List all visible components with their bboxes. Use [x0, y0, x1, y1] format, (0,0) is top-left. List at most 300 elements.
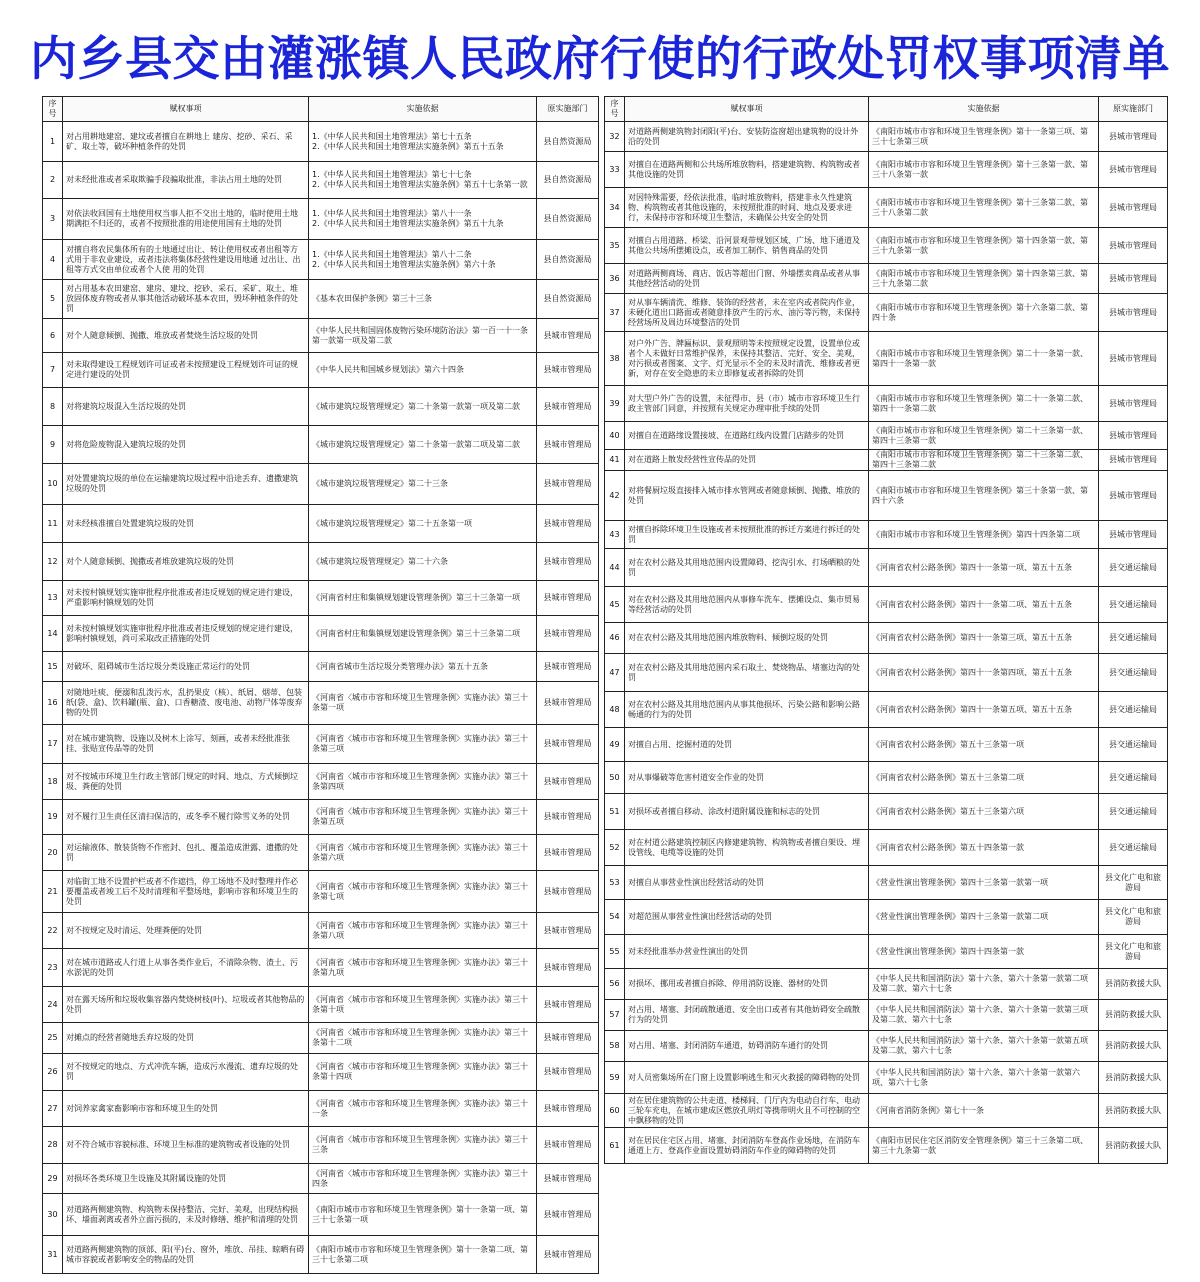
cell-dept: 县城市管理局 — [537, 1023, 599, 1054]
cell-no: 61 — [605, 1128, 625, 1164]
penalty-table-left — [42, 96, 599, 1274]
cell-item: 对损坏、挪用或者擅自拆除、停用消防设施、器材的处罚 — [625, 969, 869, 1000]
cell-no: 1 — [43, 122, 63, 162]
cell-item: 对未取得建设工程规划许可证或者未按照建设工程规划许可证的规定进行建设的处罚 — [63, 353, 309, 388]
cell-dept: 县城市管理局 — [537, 505, 599, 543]
cell-dept: 县城市管理局 — [1099, 332, 1168, 386]
cell-no: 53 — [605, 866, 625, 900]
cell-basis: 《河南省农村公路条例》第四十一条第二项、第五十五条 — [869, 587, 1099, 623]
table-row — [43, 987, 599, 1023]
cell-item: 对个人随意倾倒、抛撒或者堆放建筑垃圾的处罚 — [63, 543, 309, 581]
cell-item: 对将餐厨垃圾直接排入城市排水管网或者随意倾倒、抛撒、堆放的处罚 — [625, 471, 869, 521]
cell-basis: 《南阳市城市市容和环境卫生管理条例》第二十一条第一款、第四十一条第一款 — [869, 332, 1099, 386]
cell-dept: 县自然资源局 — [537, 280, 599, 319]
cell-item: 对不符合城市容貌标准、环境卫生标准的建筑物或者设施的处罚 — [63, 1127, 309, 1164]
cell-no: 11 — [43, 505, 63, 543]
cell-dept: 县城市管理局 — [537, 464, 599, 505]
cell-basis: 《城市建筑垃圾管理规定》第二十条第一款第二项及第二款 — [309, 426, 537, 464]
table-row — [605, 623, 1168, 654]
cell-no: 12 — [43, 543, 63, 581]
table-row — [605, 794, 1168, 830]
cell-item: 对随地吐痰、便溺和乱泼污水，乱扔果皮（核）、纸屑、烟蒂、包装纸(袋、盒)、饮料罐(瓶、盒)、口香糖渣、废电池、动物尸体等废弃物的处罚 — [63, 682, 309, 725]
table-row — [43, 464, 599, 505]
cell-no: 29 — [43, 1164, 63, 1194]
cell-no: 24 — [43, 987, 63, 1023]
cell-dept: 县文化广电和旅游局 — [1099, 866, 1168, 900]
cell-no: 16 — [43, 682, 63, 725]
cell-basis: 《河南省〈城市市容和环境卫生管理条例〉实施办法》第三十条第四项 — [309, 764, 537, 800]
cell-basis: 《河南省农村公路条例》第五十四条第一款 — [869, 830, 1099, 866]
cell-no: 56 — [605, 969, 625, 1000]
cell-basis: 《河南省〈城市市容和环境卫生管理条例〉实施办法》第三十一条 — [309, 1091, 537, 1127]
cell-basis: 《南阳市城市市容和环境卫生管理条例》第十六条第二款、第四十条 — [869, 294, 1099, 332]
header-basis: 实施依据 — [309, 97, 537, 122]
cell-no: 27 — [43, 1091, 63, 1127]
cell-dept: 县城市管理局 — [537, 682, 599, 725]
cell-basis: 《城市建筑垃圾管理规定》第二十五条第一项 — [309, 505, 537, 543]
cell-item: 对在农村公路及其用地范围内堆放物料、倾倒垃圾的处罚 — [625, 623, 869, 654]
cell-item: 对不按规定的地点、方式冲洗车辆，造成污水漫流、遗弃垃圾的处罚 — [63, 1054, 309, 1091]
cell-dept: 县城市管理局 — [537, 581, 599, 616]
cell-basis: 《河南省村庄和集镇规划建设管理条例》第三十三条第二项 — [309, 616, 537, 652]
table-row — [43, 162, 599, 199]
table-row — [43, 353, 599, 388]
table-row — [605, 654, 1168, 692]
cell-item: 对未经批准举办营业性演出的处罚 — [625, 935, 869, 969]
cell-item: 对未经批准或者采取欺骗手段骗取批准，非法占用土地的处罚 — [63, 162, 309, 199]
cell-no: 23 — [43, 949, 63, 987]
table-row — [43, 1054, 599, 1091]
table-row — [605, 1062, 1168, 1094]
cell-no: 22 — [43, 913, 63, 949]
cell-basis: 《南阳市城市市容和环境卫生管理条例》第十一条第二项、第三十七条第二项 — [309, 1236, 537, 1274]
penalty-table-right — [604, 96, 1168, 1164]
table-row — [605, 728, 1168, 762]
cell-basis: 《河南省〈城市市容和环境卫生管理条例〉实施办法》第三十条第五项 — [309, 800, 537, 835]
cell-basis: 《河南省〈城市市容和环境卫生管理条例〉实施办法》第三十条第八项 — [309, 913, 537, 949]
cell-no: 15 — [43, 652, 63, 682]
cell-basis: 1.《中华人民共和国土地管理法》第七十五条 2.《中华人民共和国土地管理法实施条例》第五十五条 — [309, 122, 537, 162]
cell-no: 33 — [605, 152, 625, 188]
cell-item: 对未按村镇规划实施审批程序批准或者违反规划的规定进行建设，影响村镇规划，尚可采取改正措施的处罚 — [63, 616, 309, 652]
cell-dept: 县城市管理局 — [537, 652, 599, 682]
table-row — [605, 228, 1168, 264]
header-dept: 原实施部门 — [537, 97, 599, 122]
table-row — [43, 280, 599, 319]
table-row — [43, 1127, 599, 1164]
cell-dept: 县城市管理局 — [1099, 422, 1168, 450]
table-row — [43, 319, 599, 353]
table-row — [43, 1091, 599, 1127]
cell-basis: 《南阳市居民住宅区消防安全管理条例》第三十三条第二项、第三十九条第一款 — [869, 1128, 1099, 1164]
cell-basis: 1.《中华人民共和国土地管理法》第八十二条 2.《中华人民共和国土地管理法实施条例》第六十条 — [309, 240, 537, 280]
table-row — [43, 199, 599, 240]
cell-item: 对擅自在道路缘设置接坡、在道路红线内设置门店踏步的处罚 — [625, 422, 869, 450]
cell-item: 对从事爆破等危害村道安全作业的处罚 — [625, 762, 869, 794]
cell-basis: 《南阳市城市市容和环境卫生管理条例》第十四条第三款、第三十九条第二款 — [869, 264, 1099, 294]
cell-basis: 《中华人民共和国消防法》第十六条、第六十条第一款第六项、第六十七条 — [869, 1062, 1099, 1094]
cell-item: 对处置建筑垃圾的单位在运输建筑垃圾过程中沿途丢弃、遗撒建筑垃圾的处罚 — [63, 464, 309, 505]
cell-dept: 县交通运输局 — [1099, 587, 1168, 623]
table-row — [43, 652, 599, 682]
cell-basis: 《中华人民共和国城乡规划法》第六十四条 — [309, 353, 537, 388]
cell-basis: 《河南省城市生活垃圾分类管理办法》第五十五条 — [309, 652, 537, 682]
cell-no: 6 — [43, 319, 63, 353]
cell-no: 52 — [605, 830, 625, 866]
cell-no: 60 — [605, 1094, 625, 1128]
cell-no: 59 — [605, 1062, 625, 1094]
cell-dept: 县城市管理局 — [537, 1236, 599, 1274]
table-header-row — [43, 97, 599, 122]
cell-basis: 《河南省〈城市市容和环境卫生管理条例〉实施办法》第三十四条 — [309, 1164, 537, 1194]
cell-basis: 《河南省〈城市市容和环境卫生管理条例〉实施办法》第三十条第十四项 — [309, 1054, 537, 1091]
cell-basis: 《河南省农村公路条例》第四十一条第三项、第五十五条 — [869, 623, 1099, 654]
cell-dept: 县交通运输局 — [1099, 728, 1168, 762]
cell-basis: 《河南省〈城市市容和环境卫生管理条例〉实施办法》第三十三条 — [309, 1127, 537, 1164]
cell-item: 对在城市建筑物、设施以及树木上涂写、刻画，或者未经批准张挂、张贴宣传品等的处罚 — [63, 725, 309, 764]
cell-no: 37 — [605, 294, 625, 332]
cell-no: 48 — [605, 692, 625, 728]
cell-no: 39 — [605, 386, 625, 422]
cell-basis: 《南阳市城市市容和环境卫生管理条例》第二十三条第二款、第四十三条第二款 — [869, 450, 1099, 471]
cell-no: 25 — [43, 1023, 63, 1054]
cell-item: 对饲养家禽家畜影响市容和环境卫生的处罚 — [63, 1091, 309, 1127]
cell-item: 对不履行卫生责任区清扫保洁的，或冬季不履行除雪义务的处罚 — [63, 800, 309, 835]
cell-item: 对占用基本农田建窑、建房、建坟、挖砂、采石、采矿、取土、堆放固体废弃物或者从事其他活动破坏基本农田，毁坏种植条件的处罚 — [63, 280, 309, 319]
cell-no: 31 — [43, 1236, 63, 1274]
cell-item: 对临街工地不设置护栏或者不作遮挡，停工场地不及时整理并作必要覆盖或者竣工后不及时清理和平整场地，影响市容和环境卫生的处罚 — [63, 871, 309, 913]
table-row — [43, 543, 599, 581]
cell-dept: 县城市管理局 — [1099, 471, 1168, 521]
table-row — [43, 505, 599, 543]
cell-item: 对损坏各类环境卫生设施及其附属设施的处罚 — [63, 1164, 309, 1194]
cell-basis: 《河南省〈城市市容和环境卫生管理条例〉实施办法》第三十条第十二项 — [309, 1023, 537, 1054]
header-no: 序号 — [605, 97, 625, 122]
cell-item: 对损坏或者擅自移动、涂改村道附属设施和标志的处罚 — [625, 794, 869, 830]
cell-item: 对因特殊需要，经依法批准，临时堆放物料，搭建非永久性建筑物、构筑物或者其他设施的，未按照批准的时间、地点及要求进行，未保持市容和环境卫生整洁，未确保公共安全的处罚 — [625, 188, 869, 228]
cell-item: 对超范围从事营业性演出经营活动的处罚 — [625, 900, 869, 935]
cell-no: 58 — [605, 1031, 625, 1062]
cell-dept: 县城市管理局 — [1099, 294, 1168, 332]
cell-no: 28 — [43, 1127, 63, 1164]
cell-dept: 县城市管理局 — [537, 388, 599, 426]
cell-dept: 县城市管理局 — [537, 1164, 599, 1194]
cell-no: 36 — [605, 264, 625, 294]
cell-no: 43 — [605, 521, 625, 549]
table-row — [605, 152, 1168, 188]
cell-no: 57 — [605, 1000, 625, 1031]
cell-dept: 县城市管理局 — [537, 353, 599, 388]
cell-basis: 《中华人民共和国消防法》第十六条、第六十条第一款第五项及第二款、第六十七条 — [869, 1031, 1099, 1062]
cell-dept: 县自然资源局 — [537, 162, 599, 199]
cell-item: 对道路两侧建筑物、构筑物未保持整洁、完好、美观，出现结构损坏、墙面剥离或者外立面污损的，未及时修缮、维护和清理的处罚 — [63, 1194, 309, 1236]
cell-no: 13 — [43, 581, 63, 616]
cell-no: 49 — [605, 728, 625, 762]
table-row — [43, 426, 599, 464]
cell-dept: 县城市管理局 — [537, 1194, 599, 1236]
cell-basis: 《河南省农村公路条例》第五十三条第六项 — [869, 794, 1099, 830]
header-item: 赋权事项 — [625, 97, 869, 122]
cell-basis: 《城市建筑垃圾管理规定》第二十条第一款第一项及第二款 — [309, 388, 537, 426]
table-row — [43, 616, 599, 652]
cell-basis: 《南阳市城市市容和环境卫生管理条例》第四十四条第二项 — [869, 521, 1099, 549]
cell-basis: 《河南省农村公路条例》第四十一条第一项、第五十五条 — [869, 549, 1099, 587]
cell-item: 对依法收回国有土地使用权当事人拒不交出土地的，临时使用土地期满拒不归还的，或者不按照批准的用途使用国有土地的处罚 — [63, 199, 309, 240]
cell-no: 54 — [605, 900, 625, 935]
cell-item: 对从事车辆清洗、维修、装饰的经营者，未在室内或者院内作业，未硬化道出口路面或者随意排放产生的污水、油污等污物，未保持经营场所及周边环境整洁的处罚 — [625, 294, 869, 332]
cell-dept: 县城市管理局 — [1099, 152, 1168, 188]
cell-dept: 县城市管理局 — [1099, 450, 1168, 471]
cell-no: 46 — [605, 623, 625, 654]
header-basis: 实施依据 — [869, 97, 1099, 122]
cell-item: 对不按城市环境卫生行政主管部门规定的时间、地点、方式倾倒垃圾、粪便的处罚 — [63, 764, 309, 800]
cell-item: 对破坏、阻碍城市生活垃圾分类设施正常运行的处罚 — [63, 652, 309, 682]
cell-no: 17 — [43, 725, 63, 764]
cell-item: 对个人随意倾倒、抛撒、堆放或者焚烧生活垃圾的处罚 — [63, 319, 309, 353]
cell-no: 20 — [43, 835, 63, 871]
cell-basis: 《南阳市城市市容和环境卫生管理条例》第二十三条第一款、第四十三条第一款 — [869, 422, 1099, 450]
cell-dept: 县交通运输局 — [1099, 794, 1168, 830]
cell-item: 对擅自占用、挖掘村道的处罚 — [625, 728, 869, 762]
table-row — [605, 762, 1168, 794]
cell-dept: 县文化广电和旅游局 — [1099, 935, 1168, 969]
cell-basis: 《南阳市城市市容和环境卫生管理条例》第二十一条第二款、第四十一条第二款 — [869, 386, 1099, 422]
cell-basis: 《河南省〈城市市容和环境卫生管理条例〉实施办法》第三十条第七项 — [309, 871, 537, 913]
table-row — [43, 1194, 599, 1236]
cell-item: 对不按规定及时清运、处理粪便的处罚 — [63, 913, 309, 949]
table-row — [605, 386, 1168, 422]
table-row — [605, 900, 1168, 935]
table-row — [43, 122, 599, 162]
cell-item: 对将危险废物混入建筑垃圾的处罚 — [63, 426, 309, 464]
cell-basis: 《营业性演出管理条例》第四十四条第一款 — [869, 935, 1099, 969]
table-row — [43, 913, 599, 949]
table-row — [605, 549, 1168, 587]
cell-item: 对擅自从事营业性演出经营活动的处罚 — [625, 866, 869, 900]
table-row — [605, 1094, 1168, 1128]
cell-dept: 县消防救援大队 — [1099, 1128, 1168, 1164]
cell-no: 26 — [43, 1054, 63, 1091]
header-dept: 原实施部门 — [1099, 97, 1168, 122]
table-row — [605, 332, 1168, 386]
cell-dept: 县消防救援大队 — [1099, 1031, 1168, 1062]
cell-dept: 县城市管理局 — [1099, 228, 1168, 264]
cell-basis: 《河南省消防条例》第七十一条 — [869, 1094, 1099, 1128]
cell-dept: 县城市管理局 — [537, 913, 599, 949]
cell-dept: 县城市管理局 — [537, 1127, 599, 1164]
table-row — [43, 388, 599, 426]
table-row — [605, 935, 1168, 969]
cell-item: 对人员密集场所在门窗上设置影响逃生和灭火救援的障碍物的处罚 — [625, 1062, 869, 1094]
cell-basis: 《河南省农村公路条例》第四十一条第四项、第五十五条 — [869, 654, 1099, 692]
cell-item: 对在露天场所和垃圾收集容器内焚烧树枝(叶)、垃圾或者其他物品的处罚 — [63, 987, 309, 1023]
cell-no: 10 — [43, 464, 63, 505]
cell-dept: 县消防救援大队 — [1099, 969, 1168, 1000]
table-row — [605, 471, 1168, 521]
cell-no: 44 — [605, 549, 625, 587]
cell-item: 对擅自在道路两侧和公共场所堆放物料，搭建建筑物、构筑物或者其他设施的处罚 — [625, 152, 869, 188]
cell-basis: 《营业性演出管理条例》第四十三条第一款第二项 — [869, 900, 1099, 935]
header-item: 赋权事项 — [63, 97, 309, 122]
cell-dept: 县城市管理局 — [537, 1091, 599, 1127]
cell-dept: 县消防救援大队 — [1099, 1062, 1168, 1094]
table-row — [605, 122, 1168, 152]
table-row — [605, 521, 1168, 549]
cell-item: 对在村道公路建筑控制区内修建建筑物、构筑物或者擅自架设、埋设管线、电缆等设施的处罚 — [625, 830, 869, 866]
cell-item: 对未经核准擅自处置建筑垃圾的处罚 — [63, 505, 309, 543]
table-row — [43, 1236, 599, 1274]
cell-dept: 县城市管理局 — [537, 1054, 599, 1091]
table-row — [605, 969, 1168, 1000]
table-row — [43, 1164, 599, 1194]
cell-basis: 《河南省农村公路条例》第四十一条第五项、第五十五条 — [869, 692, 1099, 728]
cell-dept: 县交通运输局 — [1099, 692, 1168, 728]
cell-no: 32 — [605, 122, 625, 152]
table-row — [605, 1000, 1168, 1031]
cell-basis: 《中华人民共和国消防法》第十六条、第六十条第一款第二项及第二款、第六十七条 — [869, 969, 1099, 1000]
table-row — [43, 682, 599, 725]
cell-item: 对摊点的经营者随地丢弃垃圾的处罚 — [63, 1023, 309, 1054]
cell-dept: 县城市管理局 — [1099, 386, 1168, 422]
cell-dept: 县城市管理局 — [537, 725, 599, 764]
table-row — [605, 830, 1168, 866]
cell-basis: 《中华人民共和国消防法》第十六条、第六十条第一款第三项及第二款、第六十七条 — [869, 1000, 1099, 1031]
cell-dept: 县消防救援大队 — [1099, 1094, 1168, 1128]
cell-dept: 县城市管理局 — [1099, 188, 1168, 228]
cell-dept: 县城市管理局 — [537, 835, 599, 871]
cell-item: 对在农村公路及其用地范围内从事其他损坏、污染公路和影响公路畅通的行为的处罚 — [625, 692, 869, 728]
cell-basis: 《南阳市城市市容和环境卫生管理条例》第三十条第一款、第四十六条 — [869, 471, 1099, 521]
table-row — [605, 264, 1168, 294]
cell-basis: 1.《中华人民共和国土地管理法》第七十七条 2.《中华人民共和国土地管理法实施条例》第五十七条第一款 — [309, 162, 537, 199]
table-row — [43, 240, 599, 280]
cell-basis: 《河南省〈城市市容和环境卫生管理条例〉实施办法》第三十条第一项 — [309, 682, 537, 725]
cell-dept: 县城市管理局 — [537, 871, 599, 913]
cell-item: 对擅自占用道路、桥梁、沿河景观带规划区域、广场、地下通道及其他公共场所摆摊设点，或者加工制作、销售商品的处罚 — [625, 228, 869, 264]
cell-basis: 《河南省〈城市市容和环境卫生管理条例〉实施办法》第三十条第十项 — [309, 987, 537, 1023]
cell-basis: 《河南省〈城市市容和环境卫生管理条例〉实施办法》第三十条第九项 — [309, 949, 537, 987]
cell-basis: 《南阳市城市市容和环境卫生管理条例》第十四条第一款、第三十九条第一款 — [869, 228, 1099, 264]
cell-basis: 《中华人民共和国固体废物污染环境防治法》第一百一十一条第一款第一项及第二款 — [309, 319, 537, 353]
table-row — [43, 835, 599, 871]
table-row — [605, 450, 1168, 471]
cell-no: 4 — [43, 240, 63, 280]
cell-dept: 县文化广电和旅游局 — [1099, 900, 1168, 935]
cell-item: 对在农村公路及其用地范围内采石取土、焚烧物品、堵塞边沟的处罚 — [625, 654, 869, 692]
table-row — [605, 587, 1168, 623]
cell-dept: 县交通运输局 — [1099, 549, 1168, 587]
cell-item: 对大型户外广告的设置，未征得市、县（市）城市市容环境卫生行政主管部门同意，并按照有关规定办理审批手续的处罚 — [625, 386, 869, 422]
cell-no: 18 — [43, 764, 63, 800]
cell-dept: 县城市管理局 — [537, 800, 599, 835]
cell-item: 对道路两侧商场、商店、饭店等超出门窗、外墙摆卖商品或者从事其他经营活动的处罚 — [625, 264, 869, 294]
cell-dept: 县城市管理局 — [537, 543, 599, 581]
cell-no: 5 — [43, 280, 63, 319]
cell-no: 50 — [605, 762, 625, 794]
cell-dept: 县城市管理局 — [537, 987, 599, 1023]
cell-item: 对将建筑垃圾混入生活垃圾的处罚 — [63, 388, 309, 426]
cell-no: 19 — [43, 800, 63, 835]
cell-item: 对道路两侧建筑物的顶部、阳(平)台、窗外，堆放、吊挂、晾晒有碍城市容貌或者影响安全的物品的处罚 — [63, 1236, 309, 1274]
cell-basis: 《南阳市城市市容和环境卫生管理条例》第十一条第三项、第三十七条第三项 — [869, 122, 1099, 152]
cell-item: 对在居民住宅区占用、堵塞、封闭消防车登高作业场地，在消防车通道上方、登高作业面设置妨碍消防车作业的障碍物的处罚 — [625, 1128, 869, 1164]
cell-dept: 县城市管理局 — [1099, 122, 1168, 152]
cell-basis: 《基本农田保护条例》第三十三条 — [309, 280, 537, 319]
cell-item: 对在农村公路及其用地范围内设置障碍、挖沟引水、打场晒粮的处罚 — [625, 549, 869, 587]
cell-no: 41 — [605, 450, 625, 471]
table-row — [43, 1023, 599, 1054]
cell-dept: 县自然资源局 — [537, 122, 599, 162]
cell-basis: 《河南省村庄和集镇规划建设管理条例》第三十三条第一项 — [309, 581, 537, 616]
cell-item: 对道路两侧建筑物封闭阳(平)台、安装防盗窗超出建筑物的设计外沿的处罚 — [625, 122, 869, 152]
page-title: 内乡县交由灌涨镇人民政府行使的行政处罚权事项清单 — [30, 32, 1170, 87]
cell-basis: 《城市建筑垃圾管理规定》第二十三条 — [309, 464, 537, 505]
cell-item: 对擅自拆除环境卫生设施或者未按照批准的拆迁方案进行拆迁的处罚 — [625, 521, 869, 549]
cell-no: 51 — [605, 794, 625, 830]
cell-no: 3 — [43, 199, 63, 240]
cell-basis: 《南阳市城市市容和环境卫生管理条例》第十三条第一款、第三十八条第一款 — [869, 152, 1099, 188]
table-row — [605, 1128, 1168, 1164]
cell-item: 对在农村公路及其用地范围内从事修车洗车、摆摊设点、集市贸易等经营活动的处罚 — [625, 587, 869, 623]
table-header-row — [605, 97, 1168, 122]
cell-basis: 1.《中华人民共和国土地管理法》第八十一条 2.《中华人民共和国土地管理法实施条例》第五十九条 — [309, 199, 537, 240]
table-row — [43, 725, 599, 764]
cell-dept: 县城市管理局 — [537, 616, 599, 652]
cell-dept: 县交通运输局 — [1099, 623, 1168, 654]
cell-item: 对占用耕地建窑、建坟或者擅自在耕地上 建房、挖砂、采石、采矿、取土等，破坏种植条件的处罚 — [63, 122, 309, 162]
cell-dept: 县消防救援大队 — [1099, 1000, 1168, 1031]
table-row — [43, 581, 599, 616]
cell-dept: 县城市管理局 — [537, 764, 599, 800]
cell-dept: 县交通运输局 — [1099, 762, 1168, 794]
cell-no: 45 — [605, 587, 625, 623]
cell-item: 对在城市道路或人行道上从事各类作业后，不清除杂物、渣土、污水淤泥的处罚 — [63, 949, 309, 987]
cell-item: 对未按村镇规划实施审批程序批准或者违反规划的规定进行建设，严重影响村镇规划的处罚 — [63, 581, 309, 616]
cell-basis: 《河南省〈城市市容和环境卫生管理条例〉实施办法》第三十条第六项 — [309, 835, 537, 871]
cell-no: 55 — [605, 935, 625, 969]
cell-dept: 县交通运输局 — [1099, 654, 1168, 692]
cell-no: 35 — [605, 228, 625, 264]
cell-no: 8 — [43, 388, 63, 426]
table-row — [43, 871, 599, 913]
cell-item: 对占用、堵塞、封闭疏散通道、安全出口或者有其他妨碍安全疏散行为的处罚 — [625, 1000, 869, 1031]
table-row — [605, 692, 1168, 728]
cell-item: 对占用、堵塞、封闭消防车通道，妨碍消防车通行的处罚 — [625, 1031, 869, 1062]
cell-no: 38 — [605, 332, 625, 386]
cell-dept: 县城市管理局 — [537, 949, 599, 987]
cell-dept: 县城市管理局 — [537, 319, 599, 353]
cell-dept: 县自然资源局 — [537, 240, 599, 280]
cell-item: 对在道路上散发经营性宣传品的处罚 — [625, 450, 869, 471]
cell-item: 对在居住建筑物的公共走道、楼梯间、门厅内为电动自行车、电动三轮车充电，在城市建成区燃放孔明灯等携带明火且不可控制的空中飘移物的处罚 — [625, 1094, 869, 1128]
cell-item: 对擅自将农民集体所有的土地通过出让、转让使用权或者出租等方式用于非农业建设，或者违法将集体经营性建设用地通 过出让、出租等方式交由单位或者个人使 用的处罚 — [63, 240, 309, 280]
table-row — [43, 949, 599, 987]
table-row — [43, 800, 599, 835]
cell-no: 47 — [605, 654, 625, 692]
cell-dept: 县城市管理局 — [1099, 264, 1168, 294]
cell-no: 14 — [43, 616, 63, 652]
table-row — [605, 866, 1168, 900]
cell-no: 9 — [43, 426, 63, 464]
cell-no: 7 — [43, 353, 63, 388]
table-row — [605, 188, 1168, 228]
cell-basis: 《营业性演出管理条例》第四十三条第一款第一项 — [869, 866, 1099, 900]
cell-no: 21 — [43, 871, 63, 913]
table-row — [605, 1031, 1168, 1062]
cell-basis: 《河南省农村公路条例》第五十三条第二项 — [869, 762, 1099, 794]
cell-no: 2 — [43, 162, 63, 199]
cell-item: 对运输液体、散装货物不作密封、包扎、覆盖造成泄露、遗撒的处罚 — [63, 835, 309, 871]
